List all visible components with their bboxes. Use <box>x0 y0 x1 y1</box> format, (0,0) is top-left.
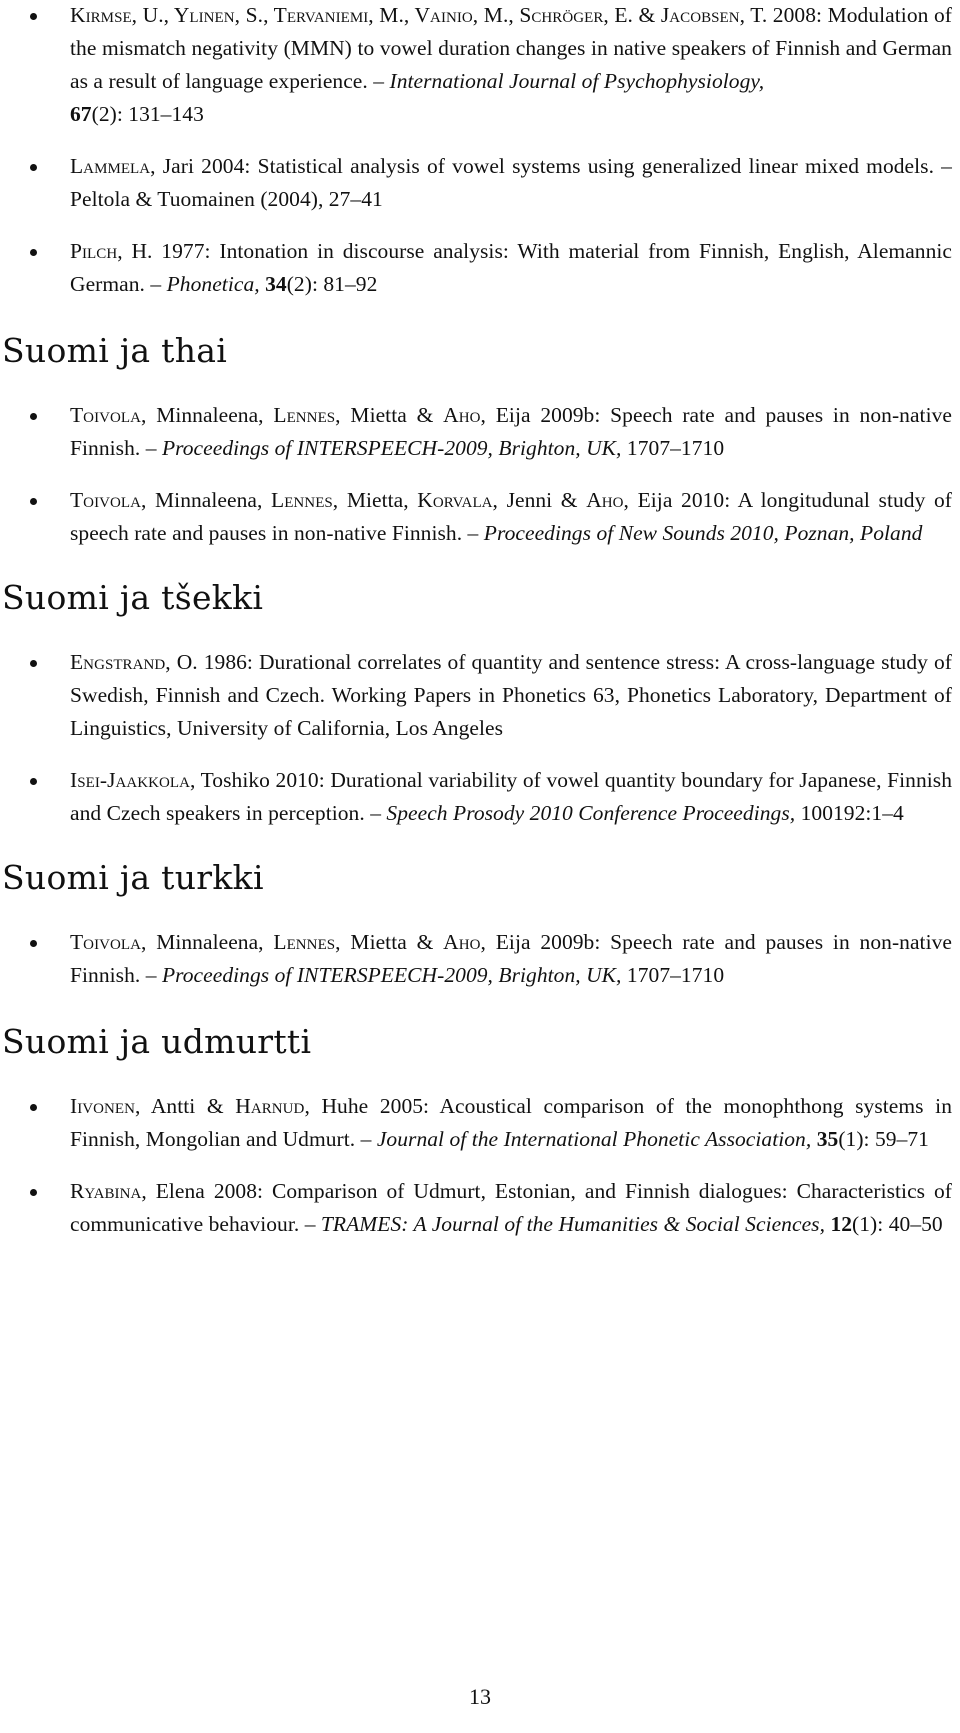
reference-item-toivola-2009b-turkki <box>0 926 960 992</box>
bullet-icon <box>30 1189 37 1196</box>
reference-item-ryabina <box>0 1175 960 1241</box>
reference-text: Mietta, <box>338 488 418 512</box>
reference-list-thai <box>0 399 960 550</box>
reference-author: Toivola, <box>70 488 147 512</box>
reference-item-lammela <box>0 150 960 216</box>
reference-volume: 12 <box>825 1212 853 1236</box>
bullet-icon <box>30 13 37 20</box>
section-heading-turkki: Suomi ja turkki <box>2 858 264 897</box>
reference-text: O. 1986: Durational correlates of quantity and sentence stress: A cross-language study of Swedish, Finnish and Czech. Working Papers in Phonetics 63, Phonetics Laboratory, Department of Linguistics, University of California, Los Angeles <box>70 650 952 740</box>
reference-author: Ryabina, <box>70 1179 147 1203</box>
reference-item-kirmse <box>0 0 960 131</box>
reference-text: Eija 2010: A longitudunal study of speech rate and pauses in non-native Finnish. – <box>70 488 953 545</box>
reference-text: Mietta & <box>340 403 444 427</box>
reference-text: Minnaleena, <box>146 930 274 954</box>
reference-author: Lennes, <box>271 488 339 512</box>
bullet-icon <box>30 249 37 256</box>
reference-list-turkki <box>0 926 960 992</box>
reference-item-iivonen <box>0 1090 960 1156</box>
reference-text: Eija 2009b: Speech rate and pauses in non-native Finnish. – <box>70 930 952 987</box>
reference-author: Toivola, <box>70 403 147 427</box>
reference-author: Toivola, <box>70 930 147 954</box>
reference-text: Jari 2004: Statistical analysis of vowel systems using generalized linear mixed models. – Peltola & Tuomainen (2004), 27–41 <box>70 154 952 211</box>
reference-author: Lennes, <box>273 930 341 954</box>
reference-author: Aho, <box>443 403 486 427</box>
reference-text: Toshiko 2010: Durational variability of vowel quantity boundary for Japanese, Finnish and Czech speakers in perception. – <box>70 768 952 825</box>
reference-text: Huhe 2005: Acoustical comparison of the monophthong systems in Finnish, Mongolian and Udmurt. – <box>70 1094 953 1151</box>
reference-text: Minnaleena, <box>146 403 274 427</box>
reference-journal: Journal of the International Phonetic Association, <box>376 1127 812 1151</box>
reference-author: Harnud, <box>235 1094 310 1118</box>
section-heading-tsekki: Suomi ja tšekki <box>2 578 264 617</box>
bullet-icon <box>30 1104 37 1111</box>
reference-pages: (2): 131–143 <box>91 102 204 126</box>
reference-journal: International Journal of Psychophysiology, <box>389 69 765 93</box>
reference-author: Engstrand, <box>70 650 171 674</box>
reference-author: Isei-Jaakkola, <box>70 768 196 792</box>
reference-journal: Speech Prosody 2010 Conference Proceedings, <box>386 801 796 825</box>
reference-item-engstrand <box>0 646 960 745</box>
reference-journal: Proceedings of INTERSPEECH-2009, Brighton, UK, <box>161 963 622 987</box>
reference-text: Eija 2009b: Speech rate and pauses in non-native Finnish. – <box>70 403 952 460</box>
reference-volume: 67 <box>70 102 92 126</box>
bullet-icon <box>30 164 37 171</box>
reference-item-isei-jaakkola <box>0 764 960 830</box>
reference-author: Iivonen, <box>70 1094 141 1118</box>
reference-author: Lennes, <box>273 403 341 427</box>
reference-authors: Kirmse, U., Ylinen, S., Tervaniemi, M., Vainio, M., Schröger, E. & Jacobsen, T. <box>70 3 768 27</box>
reference-journal: Proceedings of INTERSPEECH-2009, Brighton, UK, <box>161 436 622 460</box>
reference-pages: (1): 40–50 <box>852 1212 943 1236</box>
reference-item-toivola-2010 <box>0 484 960 550</box>
bullet-icon <box>30 660 37 667</box>
reference-authors: Lammela, <box>70 154 156 178</box>
reference-text: Jenni & <box>497 488 587 512</box>
section-heading-thai: Suomi ja thai <box>2 331 228 370</box>
reference-item-pilch <box>0 235 960 301</box>
reference-volume: 35 <box>811 1127 839 1151</box>
reference-text: 2008: Modulation of the mismatch negativity (MMN) to vowel duration changes in native speakers of Finnish and German as a result of language experience. – <box>70 3 952 93</box>
reference-pages: (2): 81–92 <box>286 272 378 296</box>
reference-pages: (1): 59–71 <box>838 1127 929 1151</box>
reference-author: Korvala, <box>417 488 498 512</box>
reference-author: Aho, <box>586 488 629 512</box>
bullet-icon <box>30 413 37 420</box>
reference-list-top <box>0 0 960 301</box>
reference-list-tsekki <box>0 646 960 830</box>
section-heading-udmurtti: Suomi ja udmurtti <box>2 1022 312 1061</box>
bullet-icon <box>30 778 37 785</box>
reference-pages: 1707–1710 <box>621 963 725 987</box>
reference-journal: Proceedings of New Sounds 2010, Poznan, Poland <box>483 521 923 545</box>
reference-authors: Pilch, <box>70 239 123 263</box>
reference-list-udmurtti <box>0 1090 960 1241</box>
reference-author: Aho, <box>443 930 486 954</box>
reference-text: Minnaleena, <box>146 488 272 512</box>
reference-text: Mietta & <box>340 930 444 954</box>
bullet-icon <box>30 940 37 947</box>
reference-item-toivola-2009b <box>0 399 960 465</box>
reference-text: Elena 2008: Comparison of Udmurt, Estonian, and Finnish dialogues: Characteristics of communicative behaviour. – <box>70 1179 952 1236</box>
page-number: 13 <box>469 1684 491 1709</box>
reference-journal: TRAMES: A Journal of the Humanities & Social Sciences, <box>320 1212 826 1236</box>
reference-pages: 100192:1–4 <box>795 801 904 825</box>
reference-text: Antti & <box>140 1094 236 1118</box>
reference-volume: 34 <box>265 272 287 296</box>
bullet-icon <box>30 498 37 505</box>
reference-pages: 1707–1710 <box>621 436 725 460</box>
reference-journal: Phonetica, <box>166 272 260 296</box>
reference-text: H. 1977: Intonation in discourse analysis: With material from Finnish, English, Alemannic German. – <box>70 239 952 296</box>
